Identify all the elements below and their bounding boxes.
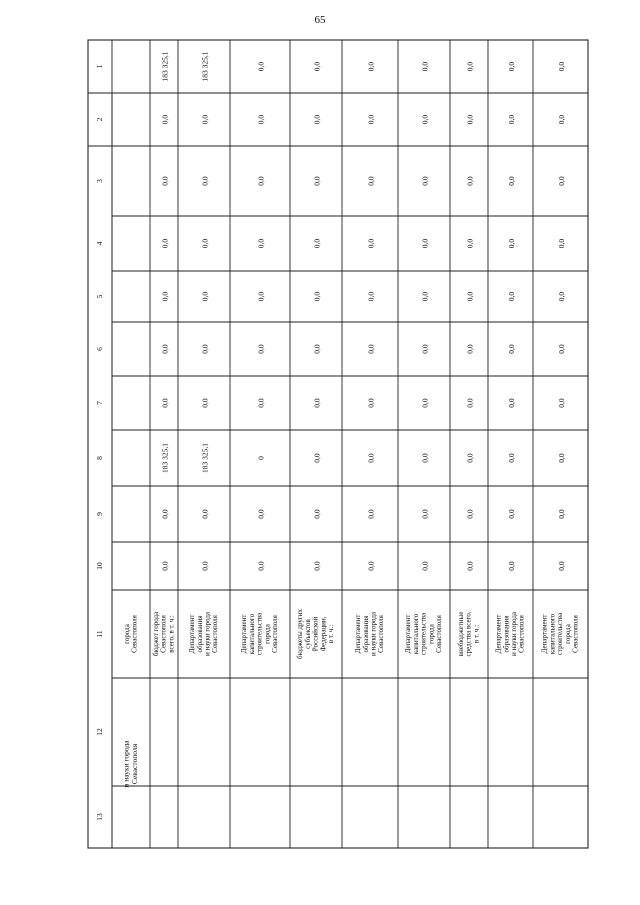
row-label-3-line: Севастополя <box>271 615 280 653</box>
value-cell-line: 0,0 <box>160 398 170 408</box>
value-cell <box>161 398 170 408</box>
value-cell-line: 0,0 <box>420 291 430 302</box>
value-cell <box>367 453 376 463</box>
value-cell <box>421 115 430 125</box>
row-label-9-line: города <box>563 624 572 644</box>
value-cell <box>201 51 210 81</box>
value-cell <box>201 509 210 519</box>
value-cell <box>466 453 475 463</box>
row-label-6-line: Севастополя <box>435 615 444 653</box>
value-cell <box>201 398 210 408</box>
value-cell-line: 0,0 <box>256 176 266 186</box>
value-cell-line: 0,0 <box>312 291 322 302</box>
value-cell <box>161 51 170 81</box>
value-cell <box>313 398 322 408</box>
value-cell <box>313 453 322 463</box>
value-cell-line: 0,0 <box>507 114 517 125</box>
value-cell <box>557 453 566 463</box>
value-cell <box>367 115 376 125</box>
continuation-col2-line: Севастополя <box>129 743 139 785</box>
row-label-6-line: строительства <box>419 612 428 656</box>
value-cell-line: 0,0 <box>256 238 266 249</box>
value-cell-line: 0,0 <box>312 114 322 125</box>
row-label-4-line: бюджеты других <box>296 609 305 659</box>
value-cell-line: 0,0 <box>312 453 322 463</box>
value-cell-line: 0,0 <box>366 238 376 249</box>
row-label-5-line: Севастополя <box>377 615 386 653</box>
value-cell <box>257 176 266 186</box>
row-label-9-line: Департамент <box>540 614 549 654</box>
value-cell-line: 0,0 <box>557 344 567 354</box>
value-cell <box>161 292 170 302</box>
value-cell-line: 0,0 <box>465 561 475 571</box>
value-cell-line: 0,0 <box>160 114 170 125</box>
value-cell <box>367 561 376 571</box>
value-cell <box>201 344 210 354</box>
value-cell-line: 0,0 <box>312 344 322 354</box>
row-label-6 <box>404 612 443 655</box>
value-cell <box>421 239 430 249</box>
value-cell-line: 0,0 <box>465 114 475 125</box>
row-label-4-line: субъектов <box>303 619 312 649</box>
value-cell <box>557 398 566 408</box>
value-cell-line: 0,0 <box>366 453 376 463</box>
row-label-4-line: Российской <box>311 616 320 652</box>
value-cell-line: 0,0 <box>366 561 376 571</box>
value-cell-line: 0,0 <box>420 509 430 519</box>
value-cell-line: 0,0 <box>420 114 430 125</box>
value-cell-line: 0,0 <box>160 509 170 519</box>
row-label-2-line: образования <box>195 615 204 653</box>
row-label-4-line: Федерации, <box>319 616 328 652</box>
value-cell-line: 0,0 <box>256 561 266 571</box>
value-cell-line: 0,0 <box>420 398 430 408</box>
value-cell-line: 0,0 <box>465 291 475 302</box>
value-cell <box>313 176 322 186</box>
value-cell-line: 0,0 <box>420 61 430 72</box>
row-label-0-line: Севастополя <box>130 615 139 653</box>
value-cell-line: 0,0 <box>465 509 475 519</box>
value-cell <box>201 292 210 302</box>
row-label-2 <box>188 611 219 656</box>
value-cell-line: 0 <box>256 456 266 460</box>
column-header-5 <box>95 294 104 298</box>
value-cell-line: 0,0 <box>507 238 517 249</box>
value-cell <box>367 398 376 408</box>
value-cell <box>367 292 376 302</box>
value-cell <box>201 176 210 186</box>
value-cell-line: 0,0 <box>160 561 170 571</box>
value-cell <box>313 509 322 519</box>
value-cell <box>257 398 266 408</box>
column-header-11-line: 11 <box>95 630 105 638</box>
row-label-2-line: и науки города <box>203 611 212 657</box>
value-cell <box>557 561 566 571</box>
column-header-11 <box>95 630 104 637</box>
value-cell <box>466 115 475 125</box>
row-label-0-line: города <box>122 624 131 644</box>
value-cell-line: 0,0 <box>557 509 567 519</box>
value-cell <box>421 509 430 519</box>
value-cell-line: 0,0 <box>200 114 210 125</box>
row-label-7-line: средства всего, <box>464 611 473 657</box>
value-cell <box>421 398 430 408</box>
row-label-8-line: и науки города <box>509 611 518 657</box>
value-cell-line: 0,0 <box>420 344 430 354</box>
value-cell <box>421 344 430 354</box>
value-cell <box>367 344 376 354</box>
value-cell-line: 183 325,1 <box>160 51 170 82</box>
value-cell <box>466 344 475 354</box>
value-cell-line: 0,0 <box>312 509 322 519</box>
value-cell <box>507 561 516 571</box>
value-cell <box>507 115 516 125</box>
row-label-5-line: Департамент <box>354 614 363 654</box>
column-header-1 <box>95 64 104 68</box>
row-label-7 <box>457 611 480 656</box>
row-label-8-line: Департамент <box>494 614 503 654</box>
value-cell <box>257 62 266 72</box>
value-cell-line: 0,0 <box>256 509 266 519</box>
row-label-6-line: капитального <box>411 613 420 655</box>
row-label-2-line: Севастополя <box>211 615 220 653</box>
value-cell-line: 0,0 <box>256 291 266 302</box>
value-cell <box>161 443 170 473</box>
value-cell <box>557 509 566 519</box>
row-label-1-line: бюджет города <box>151 611 160 657</box>
value-cell-line: 0,0 <box>256 61 266 72</box>
row-label-7-line: внебюджетные <box>456 611 465 657</box>
value-cell-line: 0,0 <box>507 561 517 571</box>
value-cell <box>161 115 170 125</box>
value-cell-line: 0,0 <box>200 561 210 571</box>
value-cell-line: 0,0 <box>160 291 170 302</box>
value-cell-line: 0,0 <box>507 398 517 408</box>
value-cell-line: 0,0 <box>420 238 430 249</box>
value-cell-line: 0,0 <box>200 344 210 354</box>
value-cell <box>257 456 266 460</box>
row-label-1-line: всего, в т. ч.: <box>167 615 176 653</box>
value-cell <box>507 509 516 519</box>
value-cell <box>161 344 170 354</box>
row-label-8-line: Севастополя <box>517 615 526 653</box>
value-cell <box>257 239 266 249</box>
row-label-9 <box>541 612 580 655</box>
column-header-7 <box>95 401 104 405</box>
value-cell-line: 0,0 <box>366 398 376 408</box>
value-cell-line: 0,0 <box>507 61 517 72</box>
row-label-0 <box>123 614 139 652</box>
row-label-6-line: Департамент <box>404 614 413 654</box>
value-cell <box>313 561 322 571</box>
value-cell-line: 0,0 <box>312 561 322 571</box>
column-header-6 <box>95 347 104 351</box>
value-cell-line: 0,0 <box>465 453 475 463</box>
value-cell-line: 0,0 <box>420 561 430 571</box>
continuation-col2 <box>122 740 139 788</box>
value-cell <box>466 239 475 249</box>
value-cell-line: 0,0 <box>557 114 567 125</box>
value-cell <box>507 239 516 249</box>
column-header-3-line: 3 <box>95 179 105 183</box>
row-label-9-line: Севастополя <box>571 615 580 653</box>
value-cell-line: 0,0 <box>312 176 322 186</box>
value-cell-line: 0,0 <box>200 291 210 302</box>
value-cell-line: 0,0 <box>366 291 376 302</box>
value-cell <box>161 561 170 571</box>
row-label-7-line: в т. ч.: <box>472 624 481 644</box>
column-header-9 <box>95 512 104 516</box>
value-cell <box>466 292 475 302</box>
value-cell <box>257 561 266 571</box>
value-cell <box>421 292 430 302</box>
row-label-5-line: образования <box>361 615 370 653</box>
value-cell-line: 0,0 <box>312 398 322 408</box>
column-header-10-line: 10 <box>95 562 105 570</box>
column-header-9-line: 9 <box>95 512 105 516</box>
value-cell <box>313 115 322 125</box>
value-cell <box>313 292 322 302</box>
value-cell <box>367 239 376 249</box>
value-cell-line: 0,0 <box>420 453 430 463</box>
value-cell <box>161 239 170 249</box>
value-cell-line: 0,0 <box>507 291 517 302</box>
row-label-8-line: образования <box>502 615 511 653</box>
column-header-12-line: 12 <box>95 728 105 736</box>
value-cell-line: 0,0 <box>507 176 517 186</box>
value-cell <box>313 239 322 249</box>
value-cell-line: 0,0 <box>366 176 376 186</box>
value-cell <box>557 292 566 302</box>
value-cell-line: 0,0 <box>557 561 567 571</box>
column-header-10 <box>95 562 104 570</box>
value-cell-line: 183 325,1 <box>160 443 170 473</box>
value-cell-line: 0,0 <box>200 398 210 408</box>
column-header-4 <box>95 241 104 245</box>
value-cell <box>313 344 322 354</box>
value-cell <box>257 115 266 125</box>
value-cell-line: 0,0 <box>256 398 266 408</box>
value-cell-line: 0,0 <box>160 344 170 354</box>
row-label-5-line: и науки города <box>369 611 378 657</box>
value-cell-line: 0,0 <box>465 238 475 249</box>
value-cell-line: 0,0 <box>465 61 475 72</box>
value-cell-line: 0,0 <box>312 61 322 72</box>
column-header-5-line: 5 <box>95 294 105 299</box>
value-cell <box>466 62 475 72</box>
value-cell <box>466 398 475 408</box>
value-cell-line: 0,0 <box>366 61 376 72</box>
column-header-2 <box>95 117 104 121</box>
column-header-6-line: 6 <box>95 347 105 351</box>
value-cell-line: 0,0 <box>420 176 430 186</box>
value-cell-line: 0,0 <box>312 238 322 249</box>
value-cell-line: 0,0 <box>200 509 210 519</box>
row-label-3-line: строительства <box>255 612 264 656</box>
value-cell <box>507 344 516 354</box>
value-cell-line: 0,0 <box>465 344 475 354</box>
value-cell <box>466 509 475 519</box>
value-cell-line: 0,0 <box>160 238 170 249</box>
value-cell-line: 0,0 <box>366 509 376 519</box>
value-cell <box>201 239 210 249</box>
value-cell-line: 0,0 <box>366 344 376 354</box>
value-cell <box>161 509 170 519</box>
value-cell-line: 0,0 <box>366 114 376 125</box>
value-cell <box>421 453 430 463</box>
value-cell-line: 0,0 <box>256 114 266 125</box>
column-header-2-line: 2 <box>95 117 105 122</box>
value-cell-line: 0,0 <box>557 453 567 463</box>
value-cell-line: 0,0 <box>160 176 170 186</box>
column-header-1-line: 1 <box>95 64 105 69</box>
value-cell <box>421 176 430 186</box>
value-cell-line: 0,0 <box>507 344 517 354</box>
value-cell-line: 0,0 <box>200 176 210 186</box>
row-label-1-line: Севастополя <box>159 615 168 653</box>
column-header-13-line: 13 <box>95 813 105 821</box>
value-cell <box>367 176 376 186</box>
value-cell-line: 183 325,1 <box>200 443 210 473</box>
row-label-5 <box>354 611 385 656</box>
value-cell-line: 0,0 <box>557 238 567 249</box>
row-label-9-line: строительства <box>556 612 565 656</box>
column-header-13 <box>95 813 104 821</box>
value-cell <box>201 443 210 473</box>
value-cell <box>257 292 266 302</box>
value-cell <box>557 62 566 72</box>
value-cell <box>201 561 210 571</box>
value-cell-line: 0,0 <box>465 398 475 408</box>
value-cell-line: 0,0 <box>465 176 475 186</box>
value-cell <box>421 561 430 571</box>
value-cell <box>557 239 566 249</box>
row-label-3-line: капитального <box>247 613 256 655</box>
value-cell <box>257 509 266 519</box>
row-label-3-line: города <box>263 624 272 644</box>
value-cell <box>557 115 566 125</box>
value-cell <box>201 115 210 125</box>
row-label-1 <box>152 611 175 656</box>
value-cell-line: 0,0 <box>200 238 210 249</box>
value-cell-line: 0,0 <box>507 453 517 463</box>
row-label-3-line: Департамент <box>240 614 249 654</box>
column-header-12 <box>95 728 104 736</box>
value-cell <box>421 62 430 72</box>
page-number: 65 <box>314 14 326 26</box>
value-cell-line: 0,0 <box>557 61 567 72</box>
value-cell-line: 0,0 <box>507 509 517 519</box>
value-cell-line: 0,0 <box>557 291 567 302</box>
row-label-9-line: капитального <box>548 613 557 655</box>
row-label-6-line: города <box>427 624 436 644</box>
row-label-8 <box>495 611 526 656</box>
row-label-2-line: Департамент <box>188 614 197 654</box>
value-cell <box>557 344 566 354</box>
column-header-3 <box>95 179 104 183</box>
value-cell <box>367 509 376 519</box>
value-cell <box>507 176 516 186</box>
value-cell <box>367 62 376 72</box>
column-header-8-line: 8 <box>95 456 105 460</box>
value-cell <box>257 344 266 354</box>
value-cell <box>161 176 170 186</box>
column-header-8 <box>95 456 104 460</box>
row-label-3 <box>240 612 279 655</box>
column-header-4-line: 4 <box>95 241 105 246</box>
column-header-7-line: 7 <box>95 401 105 405</box>
value-cell <box>507 453 516 463</box>
value-cell-line: 183 325,1 <box>200 51 210 82</box>
value-cell-line: 0,0 <box>557 398 567 408</box>
value-cell <box>466 561 475 571</box>
value-cell <box>507 398 516 408</box>
value-cell <box>557 176 566 186</box>
value-cell-line: 0,0 <box>256 344 266 354</box>
value-cell <box>466 176 475 186</box>
continuation-col2-line: и науки города <box>121 740 131 788</box>
value-cell <box>507 62 516 72</box>
value-cell <box>313 62 322 72</box>
value-cell <box>507 292 516 302</box>
row-label-4 <box>296 609 335 659</box>
row-label-4-line: в т. ч.: <box>327 624 336 644</box>
value-cell-line: 0,0 <box>557 176 567 186</box>
